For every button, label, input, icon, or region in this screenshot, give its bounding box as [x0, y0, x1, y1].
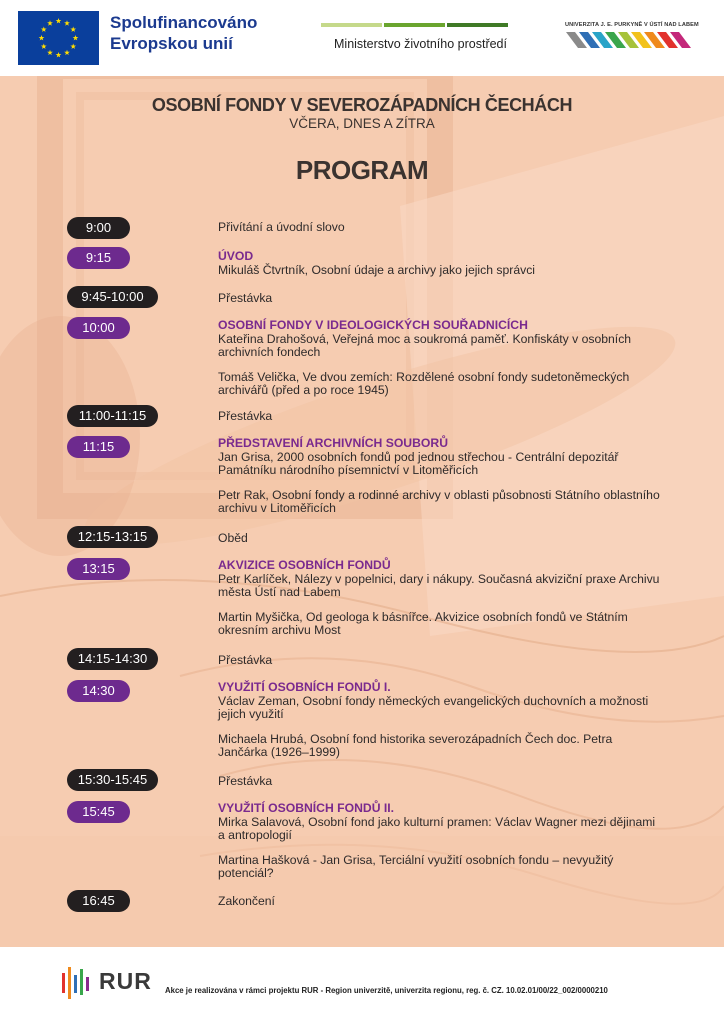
ministry-bar-1	[321, 23, 382, 27]
eu-line-1: Spolufinancováno	[110, 13, 258, 32]
schedule-entry	[218, 654, 663, 668]
session-talk: Přestávka	[218, 409, 273, 423]
session-talk: Václav Zeman, Osobní fondy německých evangelických duchovních a možnosti jejich využití	[218, 693, 649, 721]
session-talk: Přestávka	[218, 774, 273, 788]
rur-logo-text: RUR	[99, 968, 152, 994]
session-talk: Martina Hašková - Jan Grisa, Terciální využití osobních fondu – nevyužitý potenciál?	[218, 852, 614, 880]
time-badge: 9:15	[67, 247, 130, 269]
schedule-entry	[218, 775, 663, 789]
session-talk: Kateřina Drahošová, Veřejná moc a soukromá paměť. Konfiskáty v osobních archivních fondech	[218, 331, 632, 359]
poster-title: OSOBNÍ FONDY V SEVEROZÁPADNÍCH ČECHÁCH	[151, 95, 573, 115]
rur-logo-icon	[62, 967, 91, 999]
session-heading: OSOBNÍ FONDY V IDEOLOGICKÝCH SOUŘADNICÍCH	[218, 318, 528, 332]
session-talk: Martin Myšička, Od geologa k básnířce. Akvizice osobních fondů ve Státním okresním archivu Most	[218, 609, 628, 637]
time-badge: 12:15-13:15	[67, 526, 158, 548]
session-talk: Mikuláš Čtvrtník, Osobní údaje a archivy jako jejich správci	[218, 262, 535, 277]
header	[0, 0, 724, 76]
program-heading: PROGRAM	[295, 155, 429, 185]
time-badge: 9:00	[67, 217, 130, 239]
university-name: UNIVERZITA J. E. PURKYNĚ V ÚSTÍ NAD LABEM	[565, 22, 699, 28]
session-heading: VYUŽITÍ OSOBNÍCH FONDŮ II.	[218, 801, 395, 815]
session-talk: Oběd	[218, 531, 248, 545]
session-talk: Petr Rak, Osobní fondy a rodinné archivy v oblasti působnosti Státního oblastního archivu v Litoměřicích	[218, 487, 660, 515]
eu-flag-icon	[18, 11, 99, 65]
schedule-entry	[218, 221, 663, 235]
schedule-entry	[218, 292, 663, 306]
schedule-entry	[218, 802, 663, 881]
eu-cofinanced-text	[110, 12, 257, 54]
session-heading: VYUŽITÍ OSOBNÍCH FONDŮ I.	[218, 680, 391, 694]
session-talk: Michaela Hrubá, Osobní fond historika severozápadních Čech doc. Petra Jančárka (1926–1999)	[218, 731, 613, 759]
session-heading: AKVIZICE OSOBNÍCH FONDŮ	[218, 558, 391, 572]
university-logo-icon	[566, 32, 698, 52]
time-badge: 15:45	[67, 801, 130, 823]
schedule-entry	[218, 681, 663, 760]
session-talk: Petr Karlíček, Nálezy v popelnici, dary i nákupy. Současná akviziční praxe Archivu města Ústí nad Labem	[218, 571, 660, 599]
footer	[0, 947, 724, 1024]
time-badge: 16:45	[67, 890, 130, 912]
session-talk: Tomáš Velička, Ve dvou zemích: Rozdělené osobní fondy sudetoněmeckých archivářů (před a po roce 1945)	[218, 369, 630, 397]
ministry-logo-bars	[321, 23, 509, 27]
project-note: Akce je realizována v rámci projektu RUR - Region univerzitě, univerzita regionu, reg. č. CZ. 10.02.01/00/22_002/0000210	[165, 986, 608, 995]
time-badge: 14:30	[67, 680, 130, 702]
time-badge: 15:30-15:45	[67, 769, 158, 791]
session-talk: Zakončení	[218, 894, 275, 908]
session-talk: Mirka Salavová, Osobní fond jako kulturní pramen: Václav Wagner mezi dějinami a antropologií	[218, 814, 656, 842]
schedule-entry	[218, 895, 663, 909]
time-badge: 13:15	[67, 558, 130, 580]
session-heading: ÚVOD	[218, 249, 254, 263]
time-badge: 9:45-10:00	[67, 286, 158, 308]
schedule-entry	[218, 319, 663, 398]
schedule-entry	[218, 559, 663, 638]
schedule-entry	[218, 437, 663, 516]
session-talk: Jan Grisa, 2000 osobních fondů pod jednou střechou - Centrální depozitář Památníku národního písemnictví v Litoměřicích	[218, 449, 619, 477]
time-badge: 10:00	[67, 317, 130, 339]
program-poster	[0, 76, 724, 947]
eu-line-2: Evropskou unií	[110, 34, 233, 53]
ministry-bar-3	[447, 23, 508, 27]
ministry-bar-2	[384, 23, 445, 27]
poster-subtitle: VČERA, DNES A ZÍTRA	[289, 116, 435, 131]
time-badge: 11:15	[67, 436, 130, 458]
ministry-name: Ministerstvo životního prostředí	[334, 37, 507, 51]
session-talk: Přestávka	[218, 291, 273, 305]
time-badge: 14:15-14:30	[67, 648, 158, 670]
schedule-entry	[218, 250, 663, 277]
schedule-entry	[218, 410, 663, 424]
session-talk: Přivítání a úvodní slovo	[218, 220, 345, 234]
schedule-entry	[218, 532, 663, 546]
session-heading: PŘEDSTAVENÍ ARCHIVNÍCH SOUBORŮ	[218, 436, 448, 450]
time-badge: 11:00-11:15	[67, 405, 158, 427]
session-talk: Přestávka	[218, 653, 273, 667]
